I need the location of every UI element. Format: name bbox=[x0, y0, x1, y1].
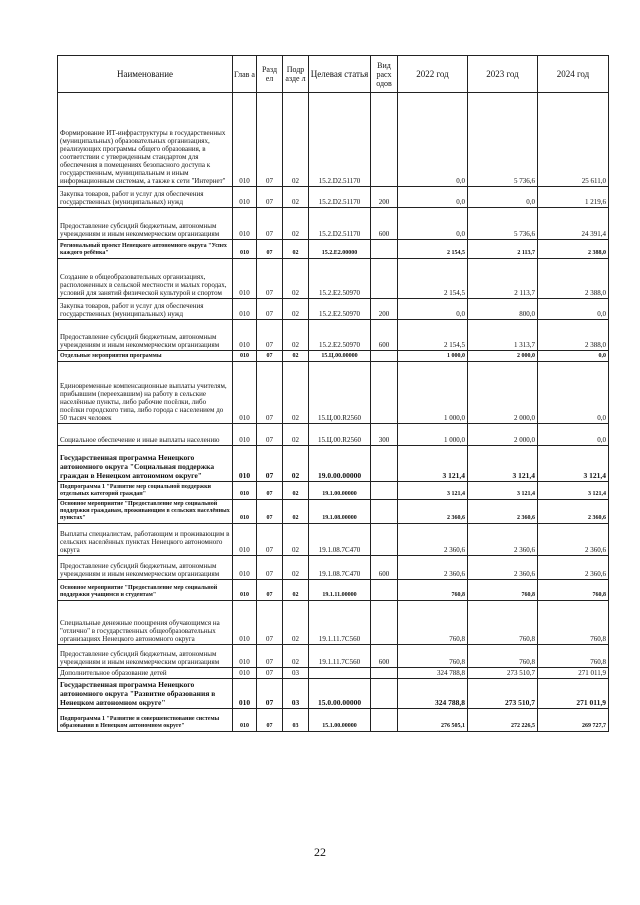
cell-y2022: 0,0 bbox=[398, 208, 468, 240]
cell-y2024: 0,0 bbox=[538, 362, 609, 424]
cell-pr: 03 bbox=[283, 668, 309, 679]
cell-gl: 010 bbox=[233, 709, 257, 732]
cell-y2022: 2 360,6 bbox=[398, 556, 468, 580]
cell-y2022: 2 154,5 bbox=[398, 259, 468, 299]
cell-name: Государственная программа Ненецкого автономного округа "Развитие образования в Ненецком автономном округе" bbox=[58, 679, 233, 709]
cell-name: Социальное обеспечение и иные выплаты населению bbox=[58, 424, 233, 446]
cell-rz: 07 bbox=[257, 320, 283, 351]
cell-name: Предоставление субсидий бюджетным, автономным учреждениям и иным некоммерческим организациям bbox=[58, 208, 233, 240]
cell-gl: 010 bbox=[233, 424, 257, 446]
budget-table bbox=[57, 55, 609, 732]
table-row bbox=[58, 524, 609, 556]
cell-y2023: 0,0 bbox=[468, 187, 538, 208]
cell-cs: 19.0.00.00000 bbox=[309, 446, 371, 482]
cell-y2024: 1 219,6 bbox=[538, 187, 609, 208]
cell-pr: 03 bbox=[283, 679, 309, 709]
cell-y2022: 1 000,0 bbox=[398, 424, 468, 446]
table-row bbox=[58, 709, 609, 732]
cell-gl: 010 bbox=[233, 259, 257, 299]
cell-rz: 07 bbox=[257, 93, 283, 187]
cell-rz: 07 bbox=[257, 351, 283, 362]
cell-y2024: 271 011,9 bbox=[538, 668, 609, 679]
cell-pr: 02 bbox=[283, 320, 309, 351]
cell-y2024: 2 360,6 bbox=[538, 500, 609, 524]
cell-cs: 15.2.D2.51170 bbox=[309, 93, 371, 187]
cell-rz: 07 bbox=[257, 482, 283, 500]
col-header-2022: 2022 год bbox=[398, 56, 468, 93]
cell-pr: 02 bbox=[283, 645, 309, 668]
cell-pr: 02 bbox=[283, 93, 309, 187]
cell-cs: 19.1.08.7C470 bbox=[309, 524, 371, 556]
cell-y2023: 800,0 bbox=[468, 299, 538, 320]
cell-cs: 19.1.08.7C470 bbox=[309, 556, 371, 580]
cell-rz: 07 bbox=[257, 556, 283, 580]
table-row bbox=[58, 187, 609, 208]
cell-y2023: 760,8 bbox=[468, 580, 538, 601]
cell-y2024: 24 391,4 bbox=[538, 208, 609, 240]
table-row bbox=[58, 668, 609, 679]
cell-y2024: 3 121,4 bbox=[538, 446, 609, 482]
cell-y2022: 2 154,5 bbox=[398, 240, 468, 259]
table-row bbox=[58, 299, 609, 320]
cell-y2024: 271 011,9 bbox=[538, 679, 609, 709]
cell-gl: 010 bbox=[233, 482, 257, 500]
cell-y2024: 2 360,6 bbox=[538, 524, 609, 556]
cell-name: Основное мероприятие "Предоставление мер социальной поддержки гражданам, проживающим в сельских населённых пунктах" bbox=[58, 500, 233, 524]
cell-y2024: 2 388,0 bbox=[538, 259, 609, 299]
cell-y2024: 0,0 bbox=[538, 351, 609, 362]
col-header-expense-type: Вид расх одов bbox=[371, 56, 398, 93]
cell-y2022: 2 360,6 bbox=[398, 500, 468, 524]
cell-rz: 07 bbox=[257, 299, 283, 320]
cell-name: Предоставление субсидий бюджетным, автономным учреждениям и иным некоммерческим организациям bbox=[58, 320, 233, 351]
cell-pr: 02 bbox=[283, 208, 309, 240]
cell-y2024: 2 360,6 bbox=[538, 556, 609, 580]
cell-vr bbox=[371, 240, 398, 259]
cell-gl: 010 bbox=[233, 351, 257, 362]
table-row bbox=[58, 320, 609, 351]
cell-vr bbox=[371, 580, 398, 601]
cell-gl: 010 bbox=[233, 299, 257, 320]
cell-y2023: 2 360,6 bbox=[468, 500, 538, 524]
table-row bbox=[58, 424, 609, 446]
cell-rz: 07 bbox=[257, 446, 283, 482]
cell-vr bbox=[371, 524, 398, 556]
cell-y2024: 2 388,0 bbox=[538, 320, 609, 351]
cell-y2024: 760,8 bbox=[538, 601, 609, 645]
cell-y2022: 760,8 bbox=[398, 601, 468, 645]
budget-table-body bbox=[58, 93, 609, 732]
cell-y2022: 0,0 bbox=[398, 187, 468, 208]
col-header-2023: 2023 год bbox=[468, 56, 538, 93]
cell-rz: 07 bbox=[257, 601, 283, 645]
col-header-glava: Глав а bbox=[233, 56, 257, 93]
cell-y2024: 760,8 bbox=[538, 580, 609, 601]
cell-name: Дополнительное образование детей bbox=[58, 668, 233, 679]
cell-y2022: 3 121,4 bbox=[398, 446, 468, 482]
budget-sheet bbox=[57, 55, 608, 732]
cell-gl: 010 bbox=[233, 524, 257, 556]
cell-gl: 010 bbox=[233, 500, 257, 524]
cell-name: Формирование ИТ-инфраструктуры в государственных (муниципальных) образовательных организациях, реализующих программы общего образования, в соответствии с утвержденным стандартом для обеспечения в помещениях безопасного доступа к государственным, муниципальным и иным информационным системам, а также к сети "Интернет" bbox=[58, 93, 233, 187]
cell-vr bbox=[371, 446, 398, 482]
cell-y2023: 273 510,7 bbox=[468, 668, 538, 679]
cell-y2023: 2 360,6 bbox=[468, 524, 538, 556]
cell-y2024: 0,0 bbox=[538, 424, 609, 446]
cell-gl: 010 bbox=[233, 187, 257, 208]
table-row bbox=[58, 645, 609, 668]
cell-y2022: 2 154,5 bbox=[398, 320, 468, 351]
cell-vr bbox=[371, 709, 398, 732]
cell-name: Предоставление субсидий бюджетным, автономным учреждениям и иным некоммерческим организациям bbox=[58, 556, 233, 580]
col-header-podrazdel: Подр азде л bbox=[283, 56, 309, 93]
cell-name: Отдельные мероприятия программы bbox=[58, 351, 233, 362]
cell-name: Предоставление субсидий бюджетным, автономным учреждениям и иным некоммерческим организациям bbox=[58, 645, 233, 668]
col-header-name: Наименование bbox=[58, 56, 233, 93]
cell-y2022: 2 360,6 bbox=[398, 524, 468, 556]
table-row bbox=[58, 93, 609, 187]
cell-rz: 07 bbox=[257, 580, 283, 601]
cell-gl: 010 bbox=[233, 320, 257, 351]
cell-name: Подпрограмма 1 "Развитие мер социальной поддержки отдельных категорий граждан" bbox=[58, 482, 233, 500]
cell-name: Выплаты специалистам, работающим и проживающим в сельских населённых пунктах Ненецкого автономного округа bbox=[58, 524, 233, 556]
cell-gl: 010 bbox=[233, 93, 257, 187]
cell-vr bbox=[371, 259, 398, 299]
cell-pr: 02 bbox=[283, 500, 309, 524]
cell-name: Региональный проект Ненецкого автономного округа "Успех каждого ребёнка" bbox=[58, 240, 233, 259]
cell-rz: 07 bbox=[257, 424, 283, 446]
cell-name: Подпрограмма 1 "Развитие и совершенствование системы образования в Ненецком автономном округе" bbox=[58, 709, 233, 732]
cell-y2023: 3 121,4 bbox=[468, 446, 538, 482]
cell-name: Государственная программа Ненецкого автономного округа "Социальная поддержка граждан в Ненецком автономном округе" bbox=[58, 446, 233, 482]
cell-pr: 03 bbox=[283, 709, 309, 732]
cell-cs: 19.1.11.7C560 bbox=[309, 601, 371, 645]
cell-pr: 02 bbox=[283, 580, 309, 601]
cell-name: Основное мероприятие "Предоставление мер социальной поддержки учащимся и студентам" bbox=[58, 580, 233, 601]
cell-y2022: 1 000,0 bbox=[398, 351, 468, 362]
cell-pr: 02 bbox=[283, 556, 309, 580]
cell-rz: 07 bbox=[257, 500, 283, 524]
cell-vr: 600 bbox=[371, 208, 398, 240]
page-number: 22 bbox=[314, 845, 326, 859]
cell-rz: 07 bbox=[257, 679, 283, 709]
cell-y2023: 3 121,4 bbox=[468, 482, 538, 500]
col-header-2024: 2024 год bbox=[538, 56, 609, 93]
cell-name: Закупка товаров, работ и услуг для обеспечения государственных (муниципальных) нужд bbox=[58, 299, 233, 320]
cell-pr: 02 bbox=[283, 524, 309, 556]
cell-vr bbox=[371, 362, 398, 424]
cell-pr: 02 bbox=[283, 482, 309, 500]
cell-y2024: 3 121,4 bbox=[538, 482, 609, 500]
cell-gl: 010 bbox=[233, 556, 257, 580]
cell-gl: 010 bbox=[233, 580, 257, 601]
cell-cs: 19.1.08.00000 bbox=[309, 500, 371, 524]
cell-pr: 02 bbox=[283, 446, 309, 482]
cell-y2023: 1 313,7 bbox=[468, 320, 538, 351]
cell-vr bbox=[371, 679, 398, 709]
col-header-razdel: Разд ел bbox=[257, 56, 283, 93]
cell-pr: 02 bbox=[283, 362, 309, 424]
cell-y2024: 0,0 bbox=[538, 299, 609, 320]
cell-y2023: 2 113,7 bbox=[468, 259, 538, 299]
cell-name: Специальные денежные поощрения обучающимся на "отлично" в государственных общеобразовательных организациях Ненецкого автономного округа bbox=[58, 601, 233, 645]
cell-y2022: 324 788,8 bbox=[398, 679, 468, 709]
cell-rz: 07 bbox=[257, 668, 283, 679]
cell-rz: 07 bbox=[257, 709, 283, 732]
table-row bbox=[58, 351, 609, 362]
cell-rz: 07 bbox=[257, 259, 283, 299]
cell-gl: 010 bbox=[233, 601, 257, 645]
cell-name: Единовременные компенсационные выплаты учителям, прибывшим (переехавшим) на работу в сельские населённые пункты, либо рабочие посёлки, либо посёлки городского типа, либо города с населением до 50 тысяч человек bbox=[58, 362, 233, 424]
cell-rz: 07 bbox=[257, 208, 283, 240]
cell-cs: 15.2.D2.51170 bbox=[309, 187, 371, 208]
cell-y2022: 0,0 bbox=[398, 93, 468, 187]
cell-y2023: 5 736,6 bbox=[468, 93, 538, 187]
cell-cs: 15.2.E2.50970 bbox=[309, 299, 371, 320]
table-row bbox=[58, 500, 609, 524]
cell-vr bbox=[371, 482, 398, 500]
cell-pr: 02 bbox=[283, 424, 309, 446]
cell-y2024: 269 727,7 bbox=[538, 709, 609, 732]
cell-y2022: 276 505,1 bbox=[398, 709, 468, 732]
cell-y2023: 273 510,7 bbox=[468, 679, 538, 709]
cell-gl: 010 bbox=[233, 208, 257, 240]
cell-y2024: 760,8 bbox=[538, 645, 609, 668]
cell-name: Создание в общеобразовательных организациях, расположенных в сельской местности и малых городах, условий для занятий физической культурой и спортом bbox=[58, 259, 233, 299]
cell-y2022: 760,8 bbox=[398, 645, 468, 668]
table-row bbox=[58, 208, 609, 240]
cell-gl: 010 bbox=[233, 679, 257, 709]
cell-vr: 200 bbox=[371, 187, 398, 208]
col-header-target-article: Целевая статья bbox=[309, 56, 371, 93]
cell-cs: 15.2.E2.00000 bbox=[309, 240, 371, 259]
cell-pr: 02 bbox=[283, 351, 309, 362]
cell-y2024: 2 388,0 bbox=[538, 240, 609, 259]
cell-y2022: 1 000,0 bbox=[398, 362, 468, 424]
cell-y2023: 2 000,0 bbox=[468, 351, 538, 362]
cell-cs: 19.1.11.7C560 bbox=[309, 645, 371, 668]
header-row bbox=[58, 56, 609, 93]
table-row bbox=[58, 580, 609, 601]
cell-cs: 15.1.00.00000 bbox=[309, 709, 371, 732]
cell-gl: 010 bbox=[233, 240, 257, 259]
cell-y2022: 0,0 bbox=[398, 299, 468, 320]
cell-y2023: 760,8 bbox=[468, 645, 538, 668]
cell-y2023: 5 736,6 bbox=[468, 208, 538, 240]
cell-vr: 600 bbox=[371, 320, 398, 351]
cell-y2023: 760,8 bbox=[468, 601, 538, 645]
cell-vr bbox=[371, 93, 398, 187]
cell-rz: 07 bbox=[257, 524, 283, 556]
cell-pr: 02 bbox=[283, 240, 309, 259]
table-row bbox=[58, 240, 609, 259]
cell-cs: 15.Ц.00.R2560 bbox=[309, 362, 371, 424]
cell-cs: 19.1.00.00000 bbox=[309, 482, 371, 500]
table-row bbox=[58, 446, 609, 482]
cell-y2023: 2 113,7 bbox=[468, 240, 538, 259]
cell-vr bbox=[371, 668, 398, 679]
table-row bbox=[58, 679, 609, 709]
cell-y2023: 2 360,6 bbox=[468, 556, 538, 580]
cell-cs bbox=[309, 668, 371, 679]
cell-vr bbox=[371, 601, 398, 645]
cell-cs: 15.2.E2.50970 bbox=[309, 259, 371, 299]
table-row bbox=[58, 556, 609, 580]
cell-vr: 600 bbox=[371, 645, 398, 668]
cell-rz: 07 bbox=[257, 187, 283, 208]
cell-vr bbox=[371, 351, 398, 362]
table-row bbox=[58, 601, 609, 645]
cell-y2022: 3 121,4 bbox=[398, 482, 468, 500]
cell-gl: 010 bbox=[233, 446, 257, 482]
cell-vr: 300 bbox=[371, 424, 398, 446]
cell-y2024: 25 611,0 bbox=[538, 93, 609, 187]
cell-vr: 600 bbox=[371, 556, 398, 580]
cell-rz: 07 bbox=[257, 645, 283, 668]
cell-vr bbox=[371, 500, 398, 524]
cell-pr: 02 bbox=[283, 259, 309, 299]
cell-cs: 15.2.E2.50970 bbox=[309, 320, 371, 351]
cell-y2022: 324 788,8 bbox=[398, 668, 468, 679]
cell-y2023: 2 000,0 bbox=[468, 362, 538, 424]
cell-y2022: 760,8 bbox=[398, 580, 468, 601]
cell-pr: 02 bbox=[283, 187, 309, 208]
table-row bbox=[58, 482, 609, 500]
table-row bbox=[58, 259, 609, 299]
cell-cs: 15.Ц.00.00000 bbox=[309, 351, 371, 362]
cell-y2023: 272 226,5 bbox=[468, 709, 538, 732]
cell-pr: 02 bbox=[283, 299, 309, 320]
cell-gl: 010 bbox=[233, 668, 257, 679]
cell-name: Закупка товаров, работ и услуг для обеспечения государственных (муниципальных) нужд bbox=[58, 187, 233, 208]
cell-gl: 010 bbox=[233, 362, 257, 424]
cell-cs: 15.0.00.00000 bbox=[309, 679, 371, 709]
cell-vr: 200 bbox=[371, 299, 398, 320]
cell-cs: 15.2.D2.51170 bbox=[309, 208, 371, 240]
cell-pr: 02 bbox=[283, 601, 309, 645]
cell-rz: 07 bbox=[257, 362, 283, 424]
table-row bbox=[58, 362, 609, 424]
cell-gl: 010 bbox=[233, 645, 257, 668]
cell-y2023: 2 000,0 bbox=[468, 424, 538, 446]
cell-rz: 07 bbox=[257, 240, 283, 259]
cell-cs: 15.Ц.00.R2560 bbox=[309, 424, 371, 446]
cell-cs: 19.1.11.00000 bbox=[309, 580, 371, 601]
